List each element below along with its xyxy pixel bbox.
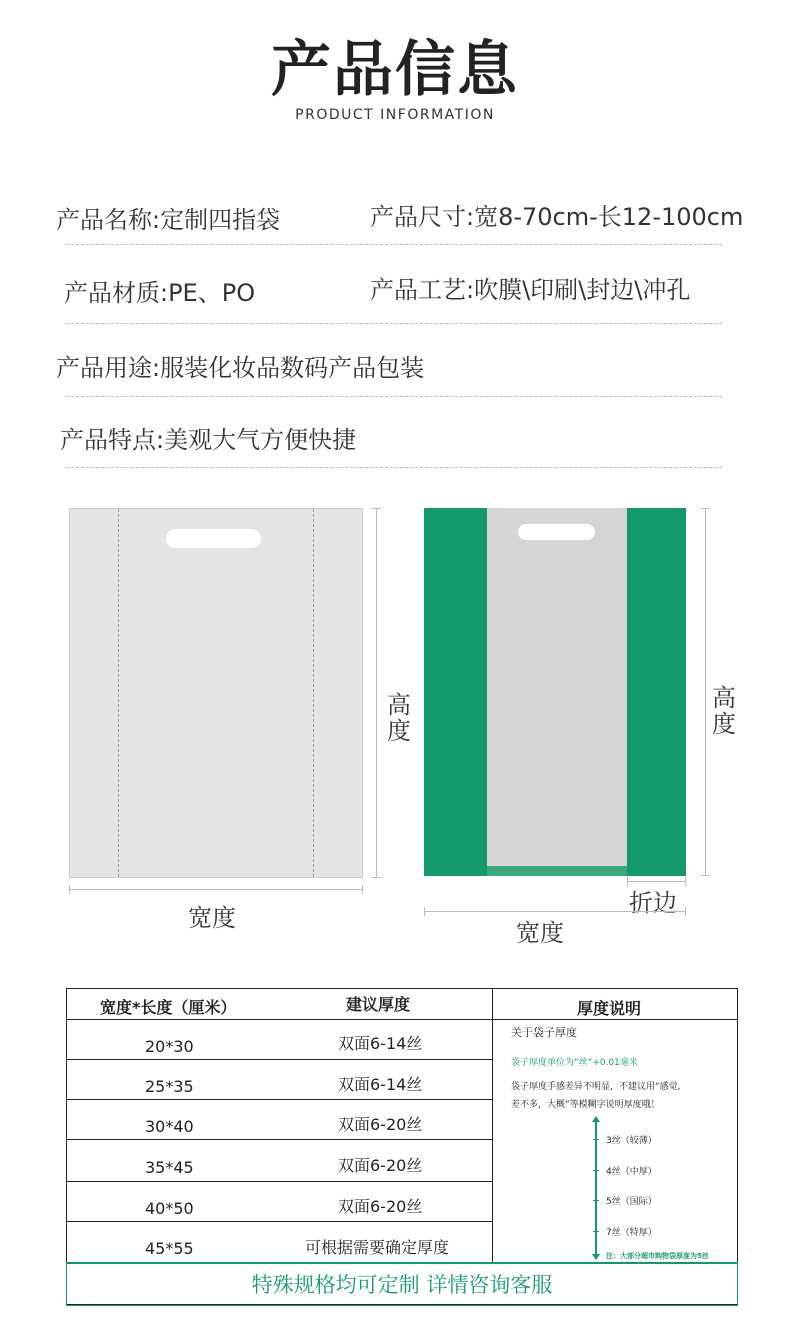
table-cell-size: 25*35 [145,1077,194,1096]
info-material: 产品材质:PE、PO [64,279,256,307]
divider [66,467,722,468]
table-cell-size: 30*40 [145,1117,194,1136]
scale-tick [593,1139,599,1140]
table-cell-size: 45*55 [145,1239,194,1258]
table-cell-thickness: 双面6-20丝 [338,1197,423,1216]
arrow-up-icon [592,1116,600,1122]
bag-bottom-fold [487,866,627,876]
footer-text: 特殊规格均可定制 详情咨询客服 [67,1263,737,1305]
note-title: 关于袋子厚度 [511,1026,577,1039]
scale-label: 4丝（中厚） [606,1167,657,1177]
dimension-tick [362,885,363,894]
table-row-line [66,1059,493,1060]
width-dimension-line [69,889,363,890]
info-feature: 产品特点:美观大气方便快捷 [60,426,357,454]
width-label: 宽度 [516,919,564,947]
table-row-line [66,1099,493,1100]
table-cell-thickness: 双面6-20丝 [338,1115,423,1134]
table-cell-thickness: 可根据需要确定厚度 [305,1238,450,1257]
table-row-line [66,1221,493,1222]
dimension-tick [424,907,425,916]
bag-diagram-flat [69,508,363,878]
table-row-line [66,1139,493,1140]
table-row-line [66,1181,493,1182]
height-label: 高度 [712,684,736,738]
fold-dimension-line [627,881,686,882]
scale-label: 7丝（特厚） [606,1228,657,1238]
handle-hole [166,529,261,548]
scale-tick [593,1200,599,1201]
width-label: 宽度 [188,904,236,932]
dimension-tick [685,907,686,916]
divider [66,244,722,245]
header-size: 宽度*长度（厘米） [100,998,237,1017]
dimension-tick [69,885,70,894]
dimension-tick [372,877,381,878]
handle-hole [518,524,595,540]
table-cell-size: 40*50 [145,1199,194,1218]
arrow-down-icon [592,1254,600,1260]
dimension-tick [701,508,710,509]
height-dimension-line [376,508,377,878]
page-subtitle: PRODUCT INFORMATION [295,107,495,123]
table-divider [493,1019,737,1020]
scale-label: 5丝（国际） [606,1197,657,1207]
bag-diagram-gusset [424,508,686,876]
dimension-tick [701,875,710,876]
scale-label: 3丝（较薄） [606,1136,657,1146]
note-line: 差不多，大概”等模糊字说明厚度哦！ [511,1100,660,1110]
fold-line [313,509,314,877]
fold-label: 折边 [629,889,677,917]
fold-line [118,509,119,877]
divider [66,323,722,324]
info-name: 产品名称:定制四指袋 [56,206,281,234]
header-explain: 厚度说明 [577,999,642,1018]
width-dimension-line [424,911,686,912]
table-cell-thickness: 双面6-20丝 [338,1156,423,1175]
dimension-tick [685,877,686,886]
scale-tick [593,1231,599,1232]
note-unit: 袋子厚度单位为“丝”+0.01毫米 [511,1058,638,1068]
note-footer: 注：大部分超市购物袋厚度为5丝 [606,1252,709,1260]
height-label: 高度 [387,691,411,745]
info-size: 产品尺寸:宽8-70cm-长12-100cm [370,203,744,231]
table-cell-thickness: 双面6-14丝 [338,1034,423,1053]
info-craft: 产品工艺:吹膜\印刷\封边\冲孔 [370,276,691,304]
table-cell-thickness: 双面6-14丝 [338,1075,423,1094]
height-dimension-line [705,508,706,876]
table-cell-size: 35*45 [145,1158,194,1177]
scale-tick [593,1170,599,1171]
table-row-line [66,1019,493,1020]
page-title: 产品信息 [271,35,519,105]
divider [66,396,722,397]
bag-front-panel [487,508,627,866]
scale-axis [595,1120,597,1258]
dimension-tick [627,877,628,886]
table-cell-size: 20*30 [145,1037,194,1056]
dimension-tick [372,508,381,509]
note-line: 袋子厚度手感差异不明显，不建议用“感觉, [511,1082,681,1092]
info-usage: 产品用途:服装化妆品数码产品包装 [56,354,425,382]
header-thickness: 建议厚度 [346,995,411,1014]
